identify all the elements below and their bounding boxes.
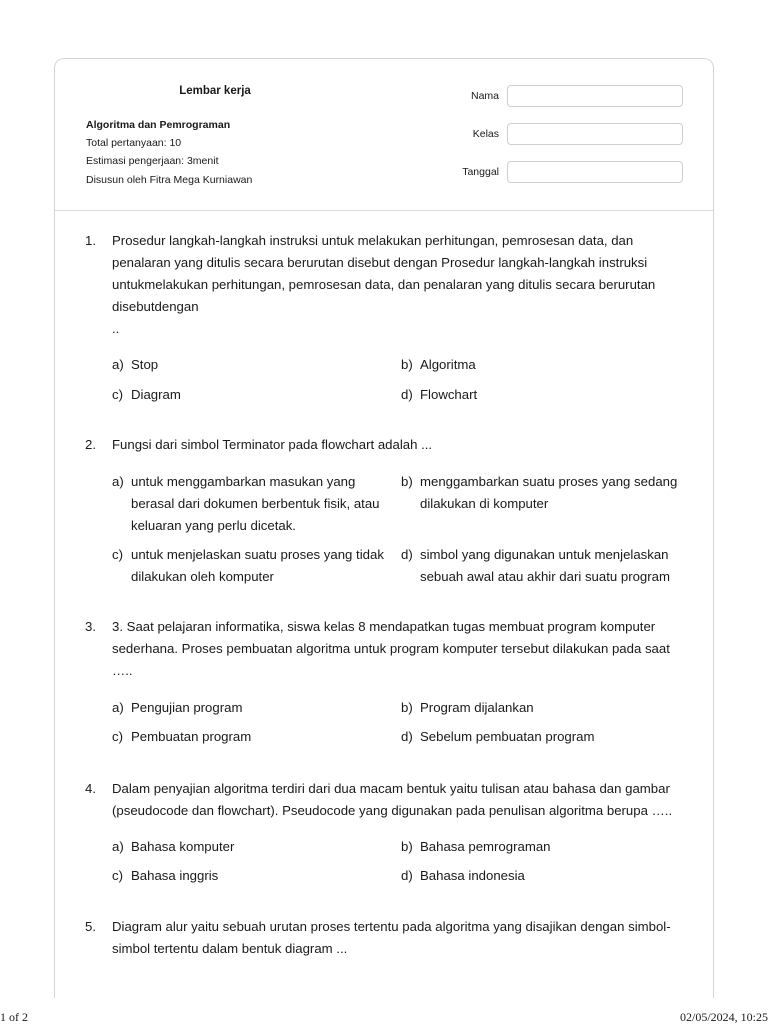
option-text: menggambarkan suatu proses yang sedang dilakukan di komputer [420, 474, 678, 511]
option-text: Pembuatan program [131, 729, 252, 744]
option-text: Flowchart [420, 387, 478, 402]
option-letter: a) [112, 357, 124, 372]
option-text: simbol yang digunakan untuk menjelaskan sebuah awal atau akhir dari suatu program [420, 547, 670, 584]
total-questions: Total pertanyaan: 10 [86, 137, 182, 149]
print-timestamp: 02/05/2024, 10:25 [679, 1010, 768, 1024]
name-label: Nama [470, 90, 499, 102]
option-letter: b) [401, 839, 413, 854]
question-text: 3. Saat pelajaran informatika, siswa kelas 8 mendapatkan tugas membuat program komputer sederhana. Proses pembuatan algoritma untuk program komputer tersebut dilakukan pada saat ….. [112, 619, 670, 678]
option-text: Diagram [131, 387, 181, 402]
option-letter: d) [401, 547, 413, 562]
option-letter: d) [401, 387, 413, 402]
option-letter: d) [401, 729, 413, 744]
question-text [112, 230, 684, 340]
option-letter: a) [112, 700, 124, 715]
question-tail: .. [112, 321, 120, 336]
question-text: Dalam penyajian algoritma terdiri dari dua macam bentuk yaitu tulisan atau bahasa dan gambar (pseudocode dan flowchart). Pseudocode yang digunakan pada penulisan algoritma berupa ….. [112, 781, 673, 818]
question-text: Diagram alur yaitu sebuah urutan proses tertentu pada algoritma yang disajikan dengan simbol-simbol tertentu dalam bentuk diagram ... [112, 919, 671, 956]
option-text: Sebelum pembuatan program [420, 729, 595, 744]
option-letter: c) [112, 387, 123, 402]
option-letter: a) [112, 474, 124, 489]
option-text: untuk menjelaskan suatu proses yang tidak dilakukan oleh komputer [131, 547, 384, 584]
class-label: Kelas [472, 128, 499, 140]
question-number: 4. [85, 781, 96, 796]
date-field[interactable] [507, 161, 683, 183]
option-letter: c) [112, 729, 123, 744]
option-letter: a) [112, 839, 124, 854]
option-letter: b) [401, 700, 413, 715]
option-text: Bahasa inggris [131, 868, 219, 883]
name-field[interactable] [507, 85, 683, 107]
question-number: 5. [85, 919, 96, 934]
class-field[interactable] [507, 123, 683, 145]
question-number: 2. [85, 437, 96, 452]
option-letter: c) [112, 547, 123, 562]
author-credit: Disusun oleh Fitra Mega Kurniawan [86, 174, 253, 186]
option-text: Bahasa komputer [131, 839, 235, 854]
option-letter: d) [401, 868, 413, 883]
question-text: Fungsi dari simbol Terminator pada flowchart adalah ... [112, 437, 433, 452]
question-number: 3. [85, 619, 96, 634]
option-text: Bahasa indonesia [420, 868, 525, 883]
worksheet-header [55, 59, 713, 211]
question-number: 1. [85, 233, 96, 248]
worksheet-card [54, 58, 714, 998]
option-letter: c) [112, 868, 123, 883]
time-estimate: Estimasi pengerjaan: 3menit [86, 155, 219, 167]
option-letter: b) [401, 357, 413, 372]
worksheet-title: Lembar kerja [179, 85, 251, 97]
page-indicator: 1 of 2 [0, 1010, 28, 1024]
date-label: Tanggal [462, 166, 499, 178]
option-letter: b) [401, 474, 413, 489]
option-text: untuk menggambarkan masukan yang berasal dari dokumen berbentuk fisik, atau keluaran yang perlu dicetak. [131, 474, 380, 533]
option-text: Program dijalankan [420, 700, 534, 715]
option-text: Bahasa pemrograman [420, 839, 551, 854]
option-text: Pengujian program [131, 700, 243, 715]
subject-title: Algoritma dan Pemrograman [86, 119, 231, 131]
option-text: Algoritma [420, 357, 476, 372]
option-text: Stop [131, 357, 159, 372]
question-body: Prosedur langkah-langkah instruksi untuk melakukan perhitungan, pemrosesan data, dan penalaran yang ditulis secara berurutan disebut dengan Prosedur langkah-langkah instruksi untukmelakukan perhitungan, pemrosesan data, dan penalaran yang ditulis secara berurutan disebutdengan [112, 233, 656, 314]
